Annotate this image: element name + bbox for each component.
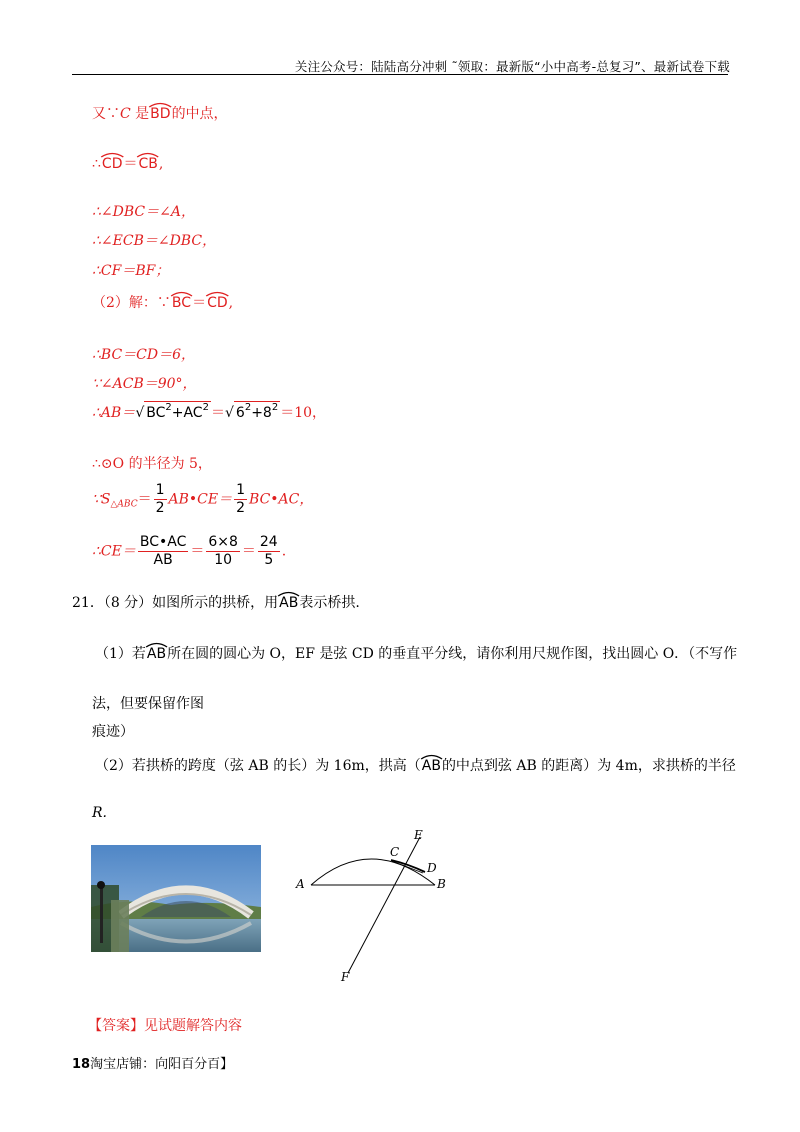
text: 表示桥拱.: [299, 595, 360, 611]
fraction-half-1: [154, 482, 167, 517]
header-divider: [72, 74, 728, 75]
solution-line-5: ∴CF＝BF；: [92, 263, 170, 279]
text: .: [281, 543, 287, 560]
solution-line-4: ∴∠ECB＝∠DBC，: [92, 233, 217, 249]
arc-label: AB: [421, 758, 441, 774]
solution-line-3: ∴∠DBC＝∠A，: [92, 204, 195, 220]
solution-line-6: [92, 292, 233, 312]
subscript: △ABC: [110, 499, 138, 510]
arc-label: CD: [101, 156, 123, 172]
question-21-stem: [72, 592, 360, 612]
numerator: BC•AC: [139, 534, 187, 550]
text: ＝: [241, 543, 256, 560]
question-part-2-cont: R.: [92, 805, 107, 821]
fraction-ce-2: [206, 534, 240, 569]
arc-ab: [278, 596, 299, 610]
text: ,: [228, 295, 234, 311]
arc-label: AB: [146, 646, 167, 662]
text: ∴AB＝: [92, 405, 136, 421]
exponent: 2: [244, 402, 252, 413]
arc-label: CB: [138, 156, 158, 172]
chord-cd: [392, 861, 423, 873]
text: 又∵: [92, 106, 120, 122]
denominator: 10: [214, 552, 233, 568]
bridge-photo: [91, 845, 261, 952]
term: BC: [146, 405, 166, 421]
radical-sign: √: [135, 405, 145, 421]
arc-cb: [137, 157, 158, 171]
exponent: 2: [165, 402, 172, 413]
denominator: 2: [236, 500, 246, 516]
page-footer: [72, 1053, 233, 1072]
label-d: D: [427, 861, 437, 875]
exponent: 2: [202, 402, 209, 413]
text: 的中点到弦 AB 的距离）为 4m，求拱桥的半径: [441, 758, 736, 774]
label-f: F: [341, 970, 350, 984]
text: （1）若: [95, 646, 146, 662]
text: （2）若拱桥的跨度（弦 AB 的长）为 16m，拱高（: [95, 758, 421, 774]
text: ＝: [137, 491, 152, 508]
denominator: 2: [155, 500, 165, 516]
denominator: AB: [153, 552, 173, 568]
numerator: 24: [259, 534, 278, 550]
page-number: 18: [72, 1057, 91, 1072]
solution-line-11: [92, 482, 313, 517]
arc-ab-3: [421, 759, 442, 773]
radicand-1: [144, 401, 211, 421]
text: 21．（8 分）如图所示的拱桥，用: [72, 595, 279, 611]
label-a: A: [296, 877, 305, 891]
fraction-ce-3: [258, 534, 280, 569]
solution-line-9: [92, 401, 326, 422]
sqrt-2: [225, 401, 280, 421]
page-header: 关注公众号：陆陆高分冲刺 ˜领取：最新版“小中高考-总复习”、最新试卷下载: [294, 59, 730, 74]
solution-line-7: ∴BC＝CD＝6，: [92, 347, 196, 363]
text: ＝: [210, 405, 225, 421]
question-part-1-cont: 法，但要保留作图: [92, 696, 204, 712]
question-part-1: [95, 643, 737, 663]
term: 6: [235, 405, 245, 421]
text: ＝: [190, 543, 205, 560]
numerator: 6×8: [208, 534, 238, 550]
fraction-ce-1: [138, 534, 189, 569]
term: +AC: [171, 405, 203, 421]
arc-label: AB: [279, 595, 299, 611]
term: +8: [251, 405, 272, 421]
numerator: 1: [236, 482, 246, 498]
arc-ab-shape: [311, 859, 435, 885]
text: 的中点，: [171, 106, 228, 122]
sqrt-1: [135, 401, 211, 421]
label-b: B: [437, 877, 446, 891]
text: 所在圆的圆心为 O，EF 是弦 CD 的垂直平分线，请你利用尺规作图，找出圆心 O．（不写作: [167, 646, 738, 662]
shop-name: 淘宝店铺：向阳百分百】: [90, 1057, 234, 1072]
question-part-2: [95, 755, 736, 775]
arch-diagram: [290, 825, 460, 990]
arc-label: BD: [150, 106, 171, 122]
arc-ab-2: [146, 647, 167, 661]
arc-cd: [101, 157, 124, 171]
var-c: C: [120, 106, 131, 122]
text: ∴: [92, 156, 101, 172]
arc-label: CD: [207, 295, 228, 311]
solution-line-1: [92, 103, 228, 123]
solution-line-8: ∵∠ACB＝90°，: [92, 376, 197, 392]
fraction-half-2: [234, 482, 247, 517]
text: AB•CE＝: [168, 491, 233, 508]
solution-line-12: [92, 534, 286, 569]
answer-line: 【答案】见试题解答内容: [88, 1018, 242, 1034]
text: ＝: [123, 156, 138, 172]
text: ∵S: [92, 491, 111, 508]
line-ef: [348, 837, 420, 973]
radicand-2: [234, 401, 280, 421]
radical-sign: √: [224, 405, 234, 421]
denominator: 5: [264, 552, 274, 568]
arc-bc: [171, 296, 192, 310]
text: （2）解：∵: [92, 295, 171, 311]
arc-cd-2: [206, 296, 229, 310]
solution-line-2: [92, 153, 163, 173]
text: 是: [135, 106, 150, 122]
solution-line-10: ∴⊙O 的半径为 5，: [92, 456, 212, 472]
text: BC•AC，: [249, 491, 314, 508]
arc-bd: [149, 107, 171, 121]
exponent: 2: [271, 402, 279, 413]
arc-label: BC: [171, 295, 192, 311]
text: ＝: [192, 295, 207, 311]
text: ∴CE＝: [92, 543, 136, 560]
label-c: C: [390, 845, 400, 859]
label-e: E: [414, 828, 423, 842]
text: ,: [158, 156, 164, 172]
question-part-1-cont-2: 痕迹）: [92, 724, 134, 740]
text: ＝10，: [280, 405, 327, 421]
numerator: 1: [155, 482, 165, 498]
